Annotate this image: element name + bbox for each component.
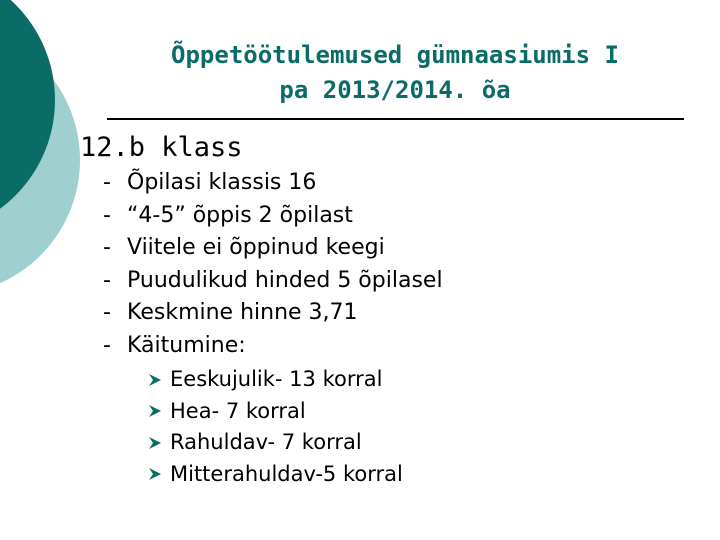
list-item xyxy=(103,265,443,298)
arrow-bullet-icon xyxy=(148,467,166,481)
list-item-text: Eeskujulik- 13 korral xyxy=(170,367,383,391)
list-item-text: Viitele ei õppinud keegi xyxy=(127,235,385,260)
dash-marker: - xyxy=(103,267,111,293)
list-item xyxy=(103,232,443,265)
list-item-text: Keskmine hinne 3,71 xyxy=(127,300,358,325)
slide-title-line-2: pa 2013/2014. õa xyxy=(279,76,511,104)
conduct-list xyxy=(148,364,403,490)
list-item-text: Puudulikud hinded 5 õpilasel xyxy=(127,267,443,293)
list-item-text: Mitterahuldav-5 korral xyxy=(170,461,403,486)
arrow-bullet-icon xyxy=(148,373,166,387)
arrow-bullet-icon xyxy=(148,436,166,450)
list-item-text: “4-5” õppis 2 õpilast xyxy=(127,202,353,228)
list-item xyxy=(148,459,403,491)
list-item xyxy=(103,167,443,200)
dash-marker: - xyxy=(103,202,111,228)
class-stats-list xyxy=(103,167,443,362)
list-item xyxy=(148,364,403,396)
slide-title-line-1: Õppetöötulemused gümnaasiumis I xyxy=(171,41,619,69)
arrow-bullet-icon xyxy=(148,404,166,418)
list-item xyxy=(103,330,443,363)
dash-marker: - xyxy=(103,332,111,358)
dash-marker: - xyxy=(103,170,111,195)
list-item-text: Hea- 7 korral xyxy=(170,398,306,423)
list-item-text: Õpilasi klassis 16 xyxy=(127,170,317,195)
list-item xyxy=(148,396,403,428)
dash-marker: - xyxy=(103,235,111,260)
dash-marker: - xyxy=(103,300,111,325)
list-item-text: Käitumine: xyxy=(127,332,246,358)
section-heading: 12.b klass xyxy=(80,132,243,163)
list-item xyxy=(103,200,443,233)
list-item-text: Rahuldav- 7 korral xyxy=(170,430,362,454)
list-item xyxy=(103,297,443,330)
list-item xyxy=(148,427,403,459)
